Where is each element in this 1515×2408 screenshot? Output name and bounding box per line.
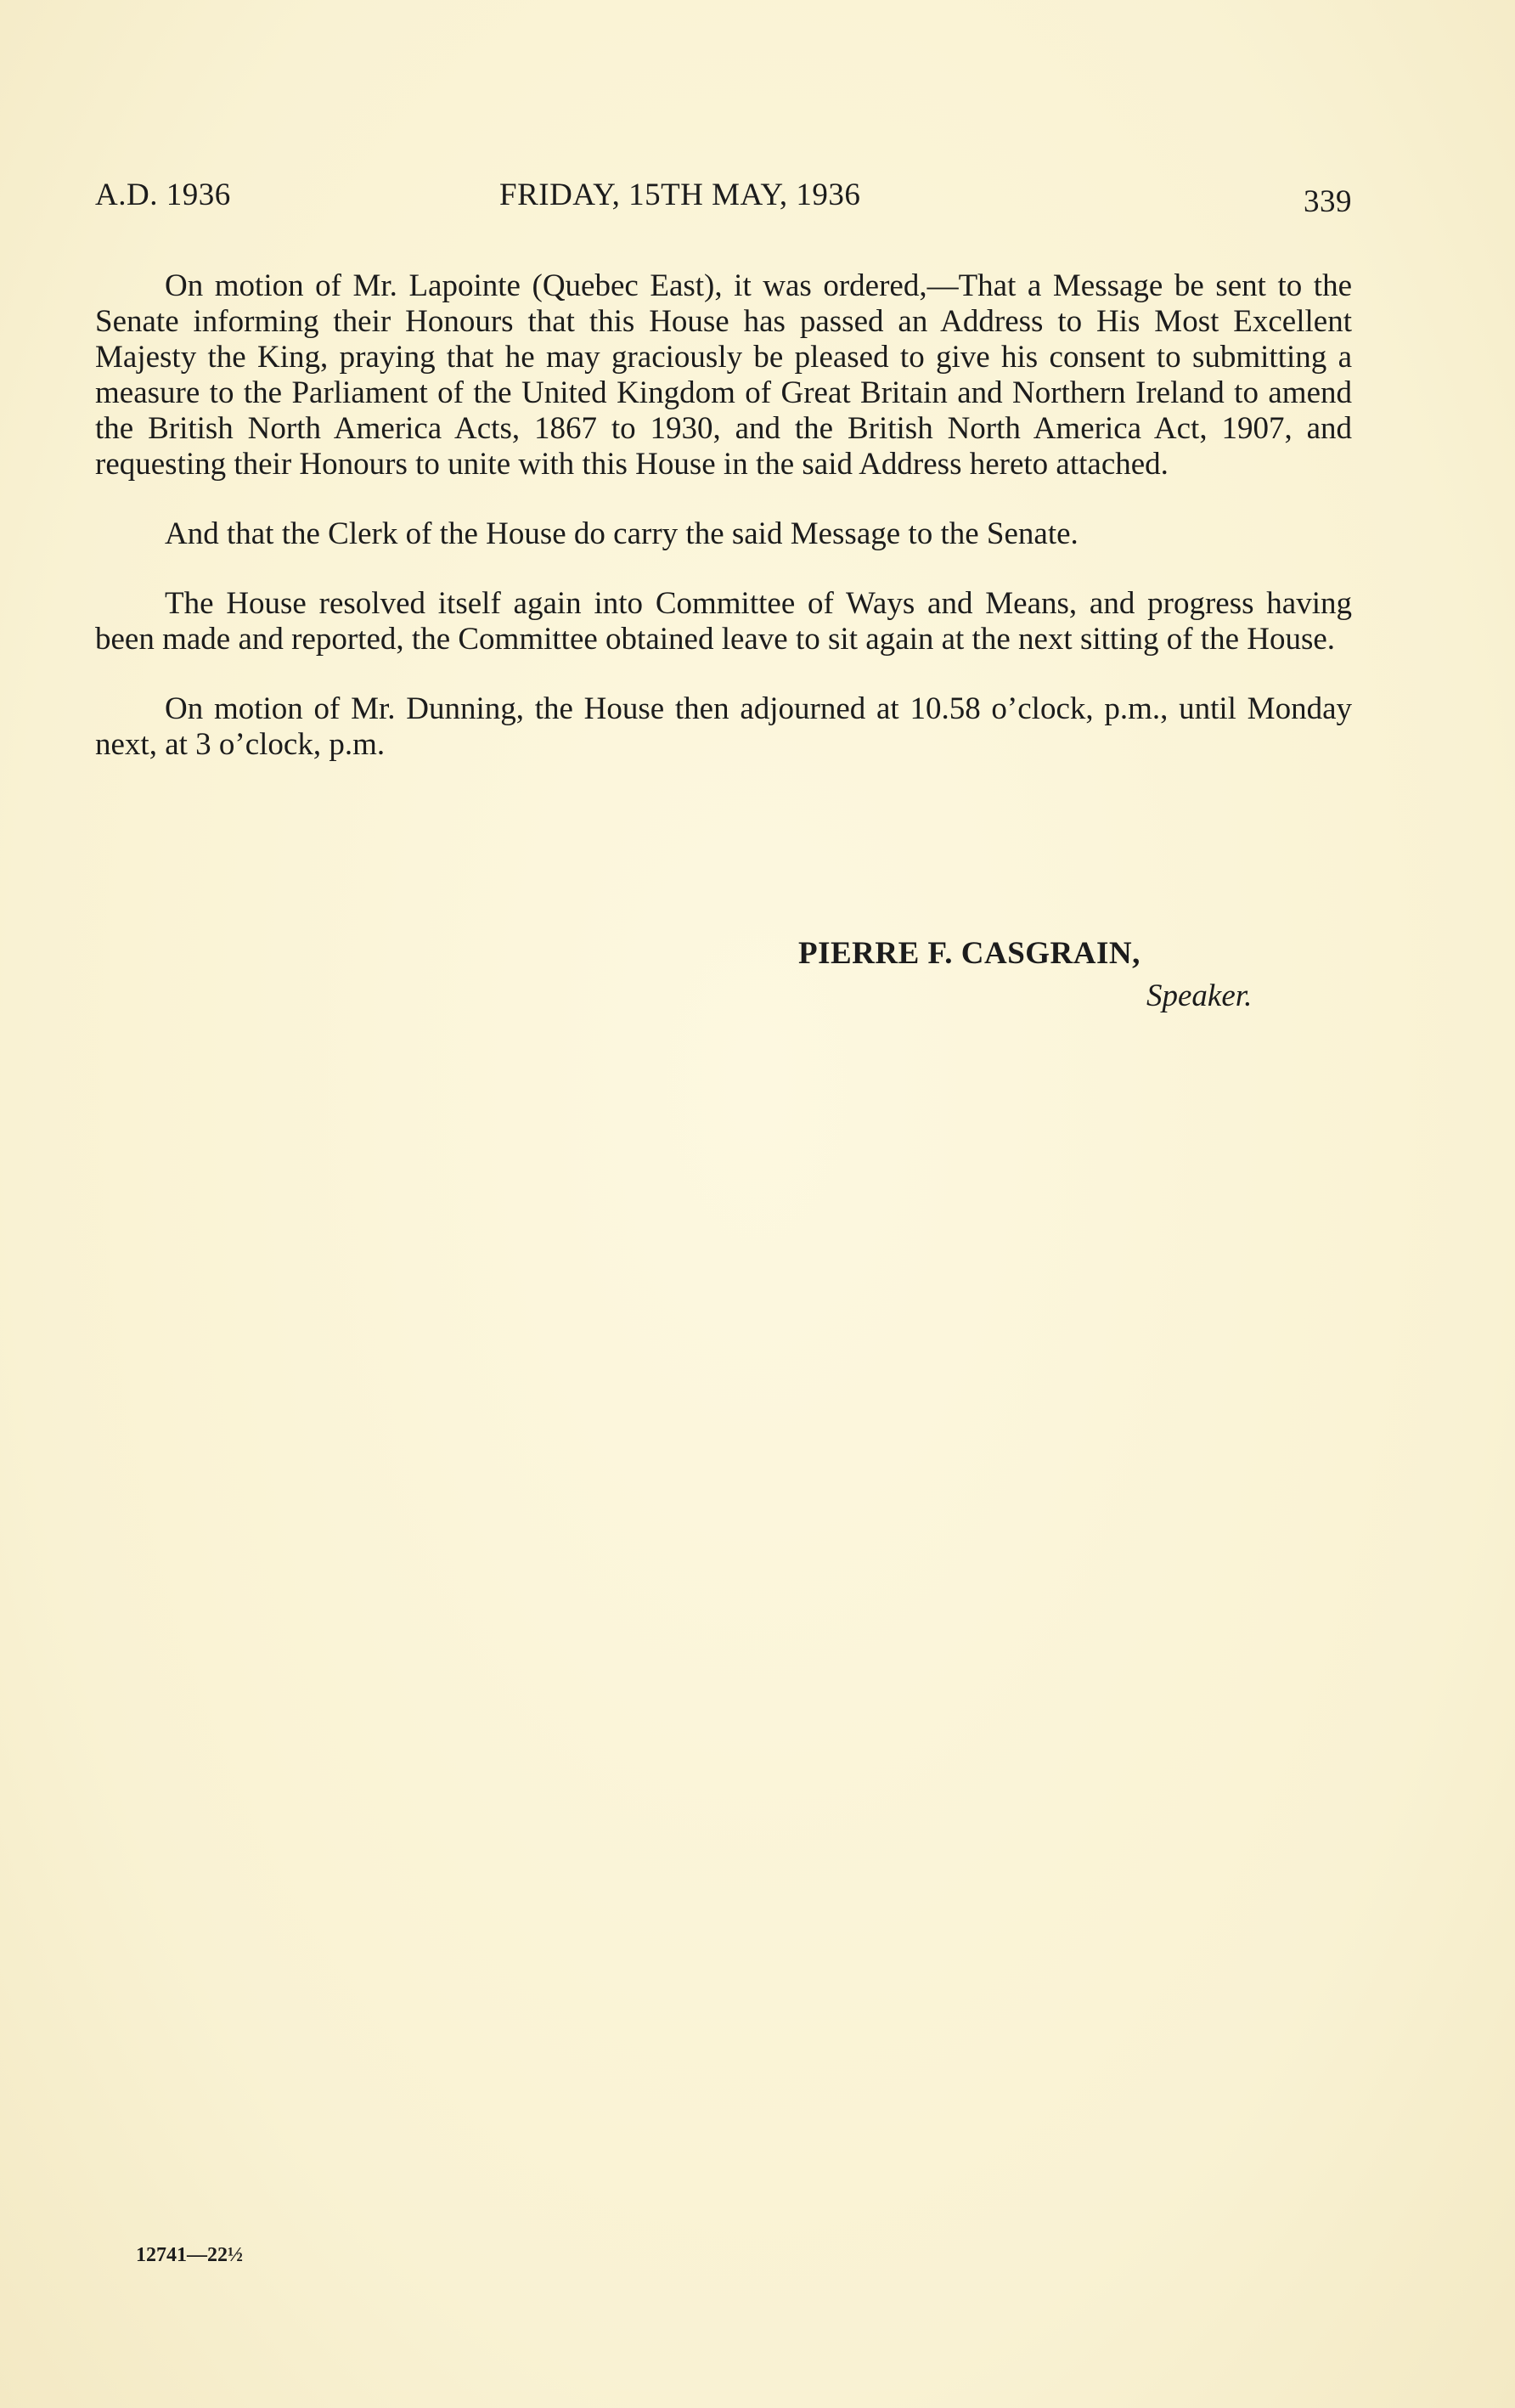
paragraph-adjournment: On motion of Mr. Dunning, the House then adjourned at 10.58 o’clock, p.m., until Monday next, at 3 o’clock, p.m.	[95, 691, 1352, 762]
signatory-name: PIERRE F. CASGRAIN,	[798, 936, 1140, 971]
signature-block	[798, 933, 1308, 1018]
printer-code: 12741—22½	[136, 2244, 243, 2266]
body-text	[95, 268, 1352, 797]
paragraph-clerk: And that the Clerk of the House do carry the said Message to the Senate.	[165, 516, 1079, 551]
page-number: 339	[1304, 184, 1352, 219]
signatory-title: Speaker.	[1146, 978, 1253, 1013]
paragraph-committee: The House resolved itself again into Committee of Ways and Means, and progress having been made and reported, the Committee obtained leave to sit again at the next sitting of the House.	[95, 586, 1352, 657]
paragraph-message-to-senate: On motion of Mr. Lapointe (Quebec East), it was ordered,—That a Message be sent to the Senate informing their Honours that this House has passed an Address to His Most Excellent Majesty the King, praying that he may graciously be pleased to give his consent to submitting a measure to the Parliament of the United Kingdom of Great Britain and Northern Ireland to amend the British North America Acts, 1867 to 1930, and the British North America Act, 1907, and requesting their Honours to unite with this House in the said Address hereto attached.	[95, 268, 1352, 482]
header-date: FRIDAY, 15TH MAY, 1936	[499, 178, 861, 212]
page-header	[95, 177, 1352, 219]
header-year: A.D. 1936	[95, 178, 231, 212]
